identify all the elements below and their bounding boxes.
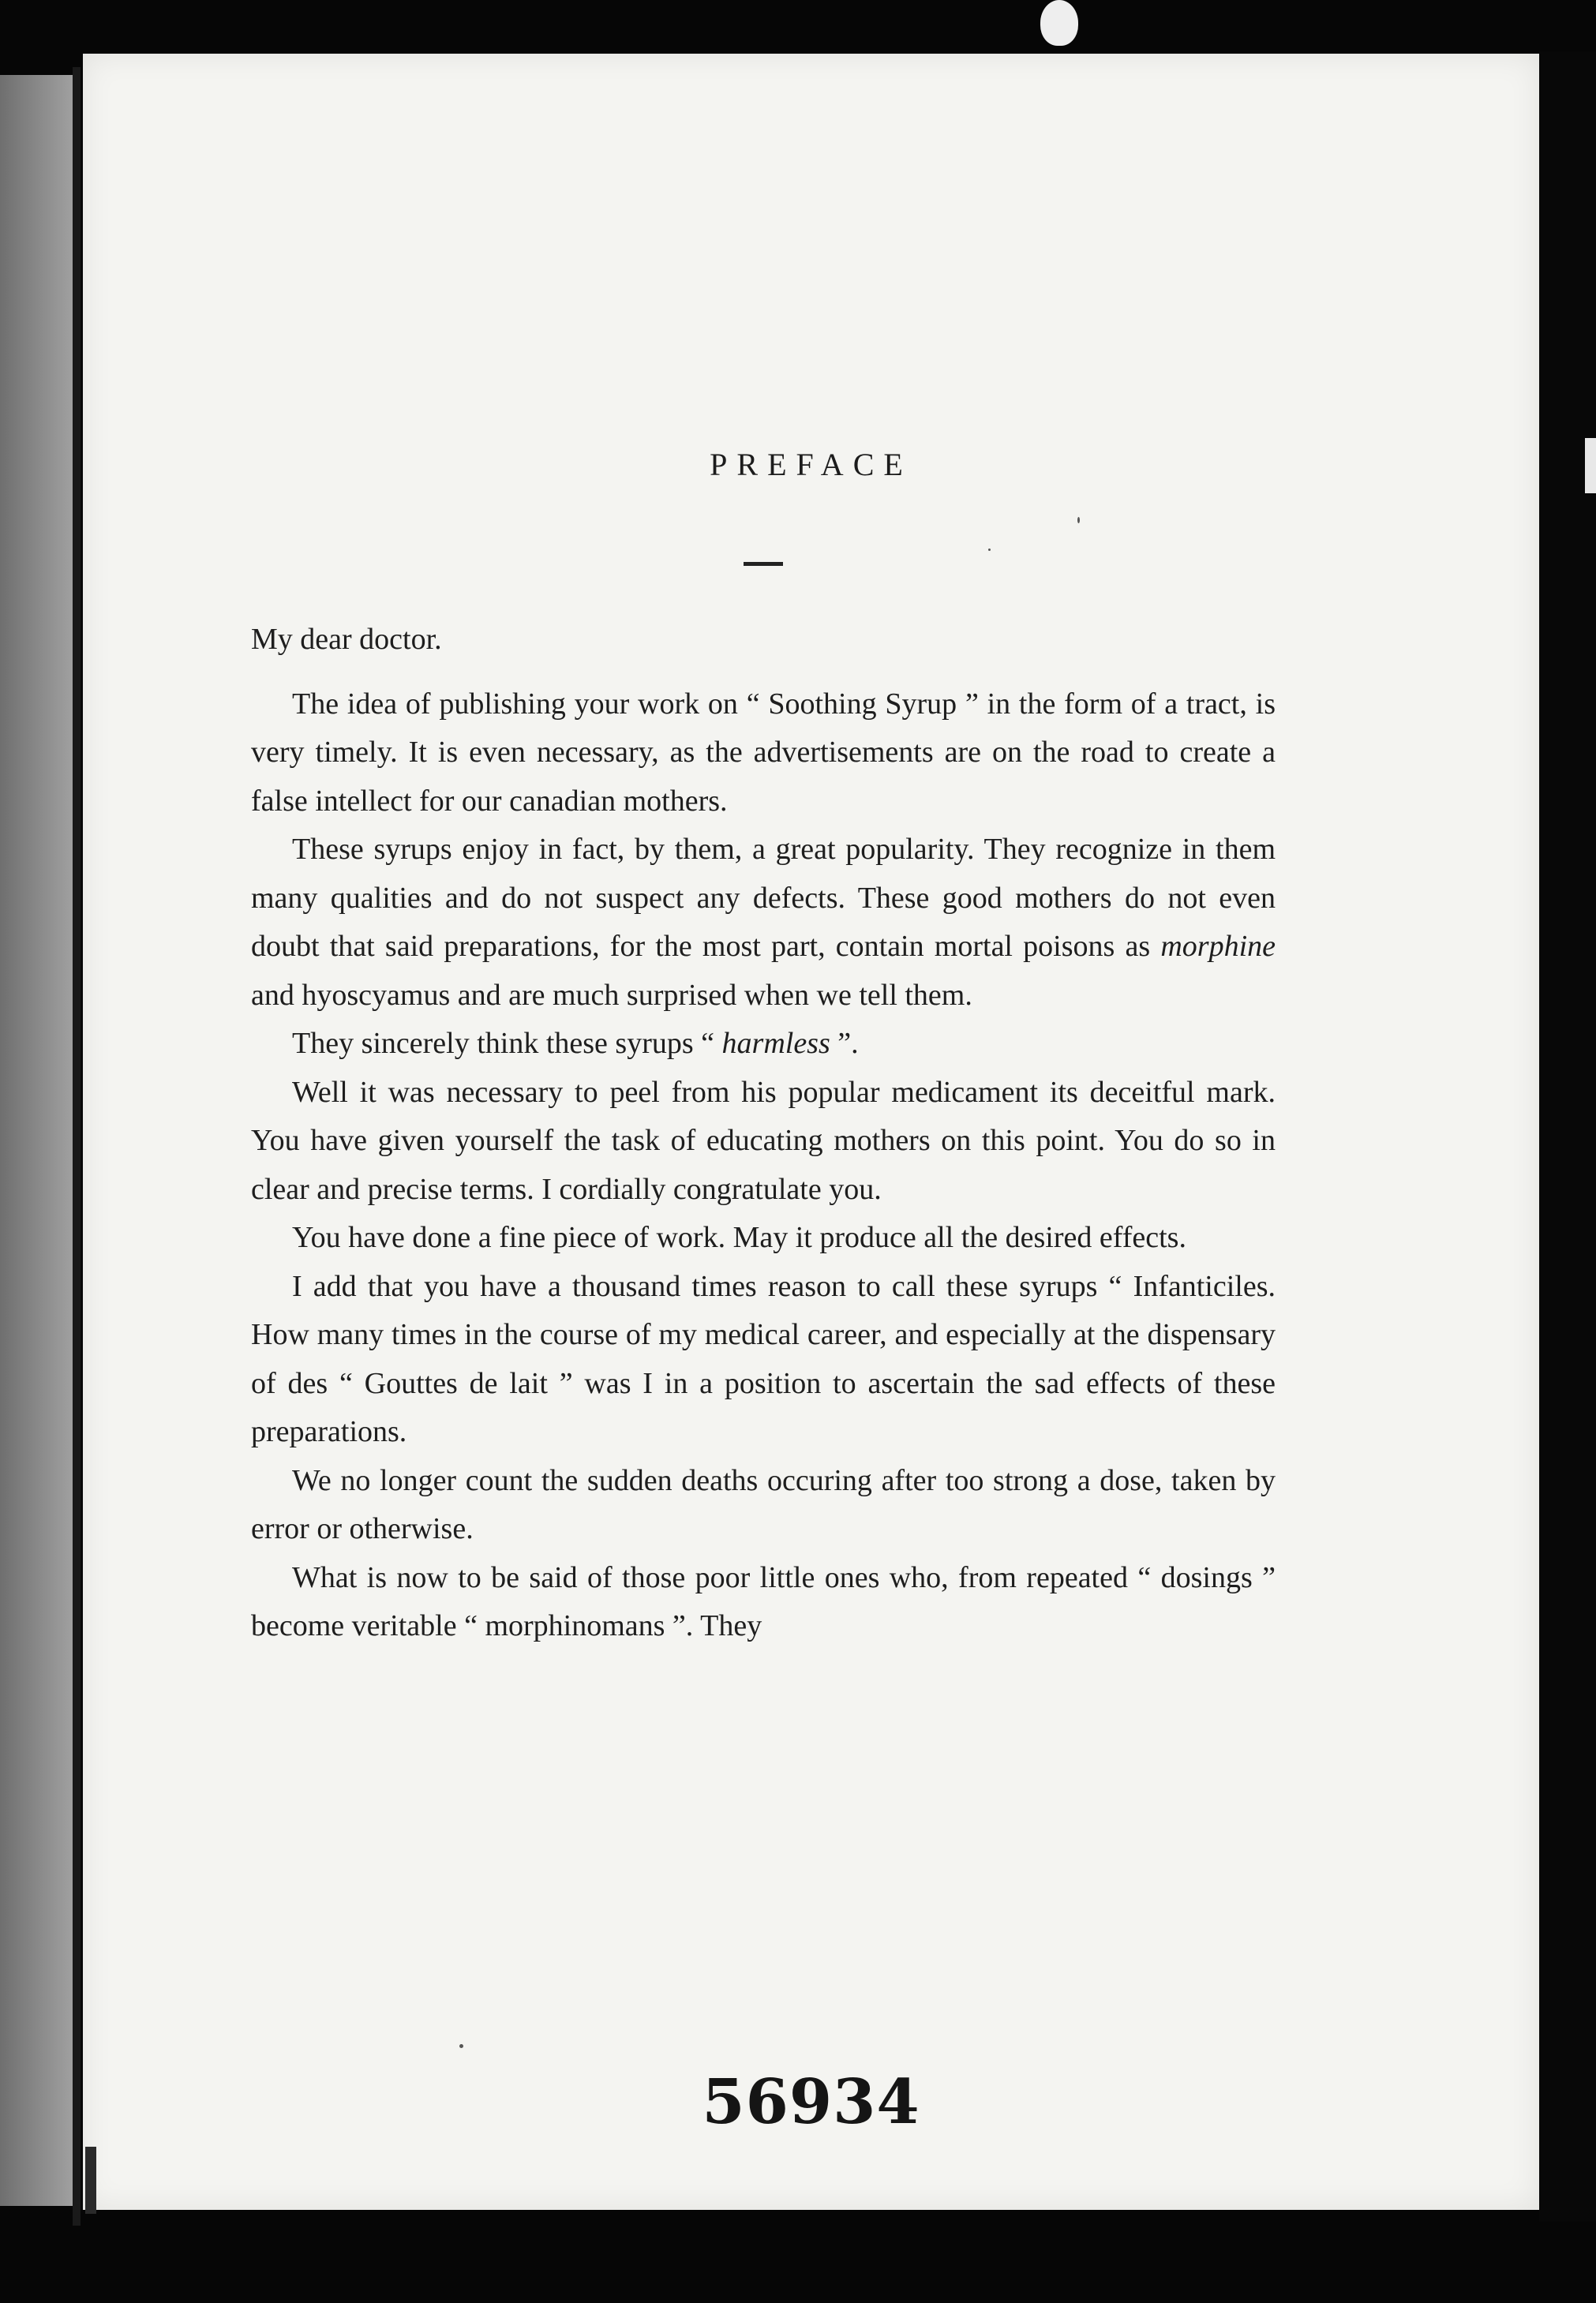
ink-speck: [459, 2044, 463, 2048]
body-text: [251, 616, 1276, 1651]
paragraph-5: You have done a fine piece of work. May it produce all the desired effects.: [292, 1221, 1186, 1254]
edge-tick-mark: [1585, 438, 1596, 493]
paragraph-1: The idea of publishing your work on “ Soothing Syrup ” in the form of a tract, is very timely. It is even necessary, as the advertisements are on the road to create a false intellect for our canadian mothers.: [251, 687, 1276, 818]
paragraph-3-text: They sincerely think these syrups “: [292, 1027, 722, 1060]
paragraph-2-end: and hyoscyamus and are much surprised when we tell them.: [251, 978, 972, 1012]
paragraph-2-text: These syrups enjoy in fact, by them, a great popularity. They recognize in them many qualities and do not suspect any defects. These good mothers do not even doubt that said preparations, for the most part, contain mortal poisons as: [251, 833, 1276, 963]
ink-speck: [988, 549, 991, 551]
paragraph-3: [251, 1020, 1276, 1069]
title-rule: [744, 562, 783, 566]
italic-morphine: morphine: [1160, 930, 1276, 963]
paragraph-4: Well it was necessary to peel from his popular medicament its deceitful mark. You have given yourself the task of educating mothers on this point. You do so in clear and precise terms. I cordially congratulate you.: [251, 1075, 1276, 1206]
salutation: My dear doctor.: [251, 623, 442, 656]
page-number-stamp: 56934: [702, 2066, 920, 2138]
paragraph-2: [251, 826, 1276, 1020]
right-scan-edge: [1539, 51, 1596, 2222]
paragraph-7: We no longer count the sudden deaths occuring after too strong a dose, taken by error or otherwise.: [251, 1463, 1276, 1545]
ink-speck: [1077, 517, 1080, 523]
scan-fleck: [85, 2147, 96, 2214]
paragraph-6: I add that you have a thousand times reason to call these syrups “ Infanticiles. How many times in the course of my medical career, and especially at the dispensary of des “ Gouttes de lait ” was I in a position to ascertain the sad effects of these preparations.: [251, 1269, 1276, 1448]
binding-edge: [73, 67, 81, 2226]
italic-harmless: harmless: [721, 1027, 830, 1060]
left-page-margin: [0, 75, 73, 2206]
page-title: PREFACE: [710, 447, 912, 482]
corner-tab: [1040, 0, 1078, 46]
paragraph-8: What is now to be said of those poor little ones who, from repeated “ dosings ” become veritable “ morphinomans ”. They: [251, 1560, 1276, 1642]
paragraph-3-end: ”.: [830, 1027, 859, 1060]
